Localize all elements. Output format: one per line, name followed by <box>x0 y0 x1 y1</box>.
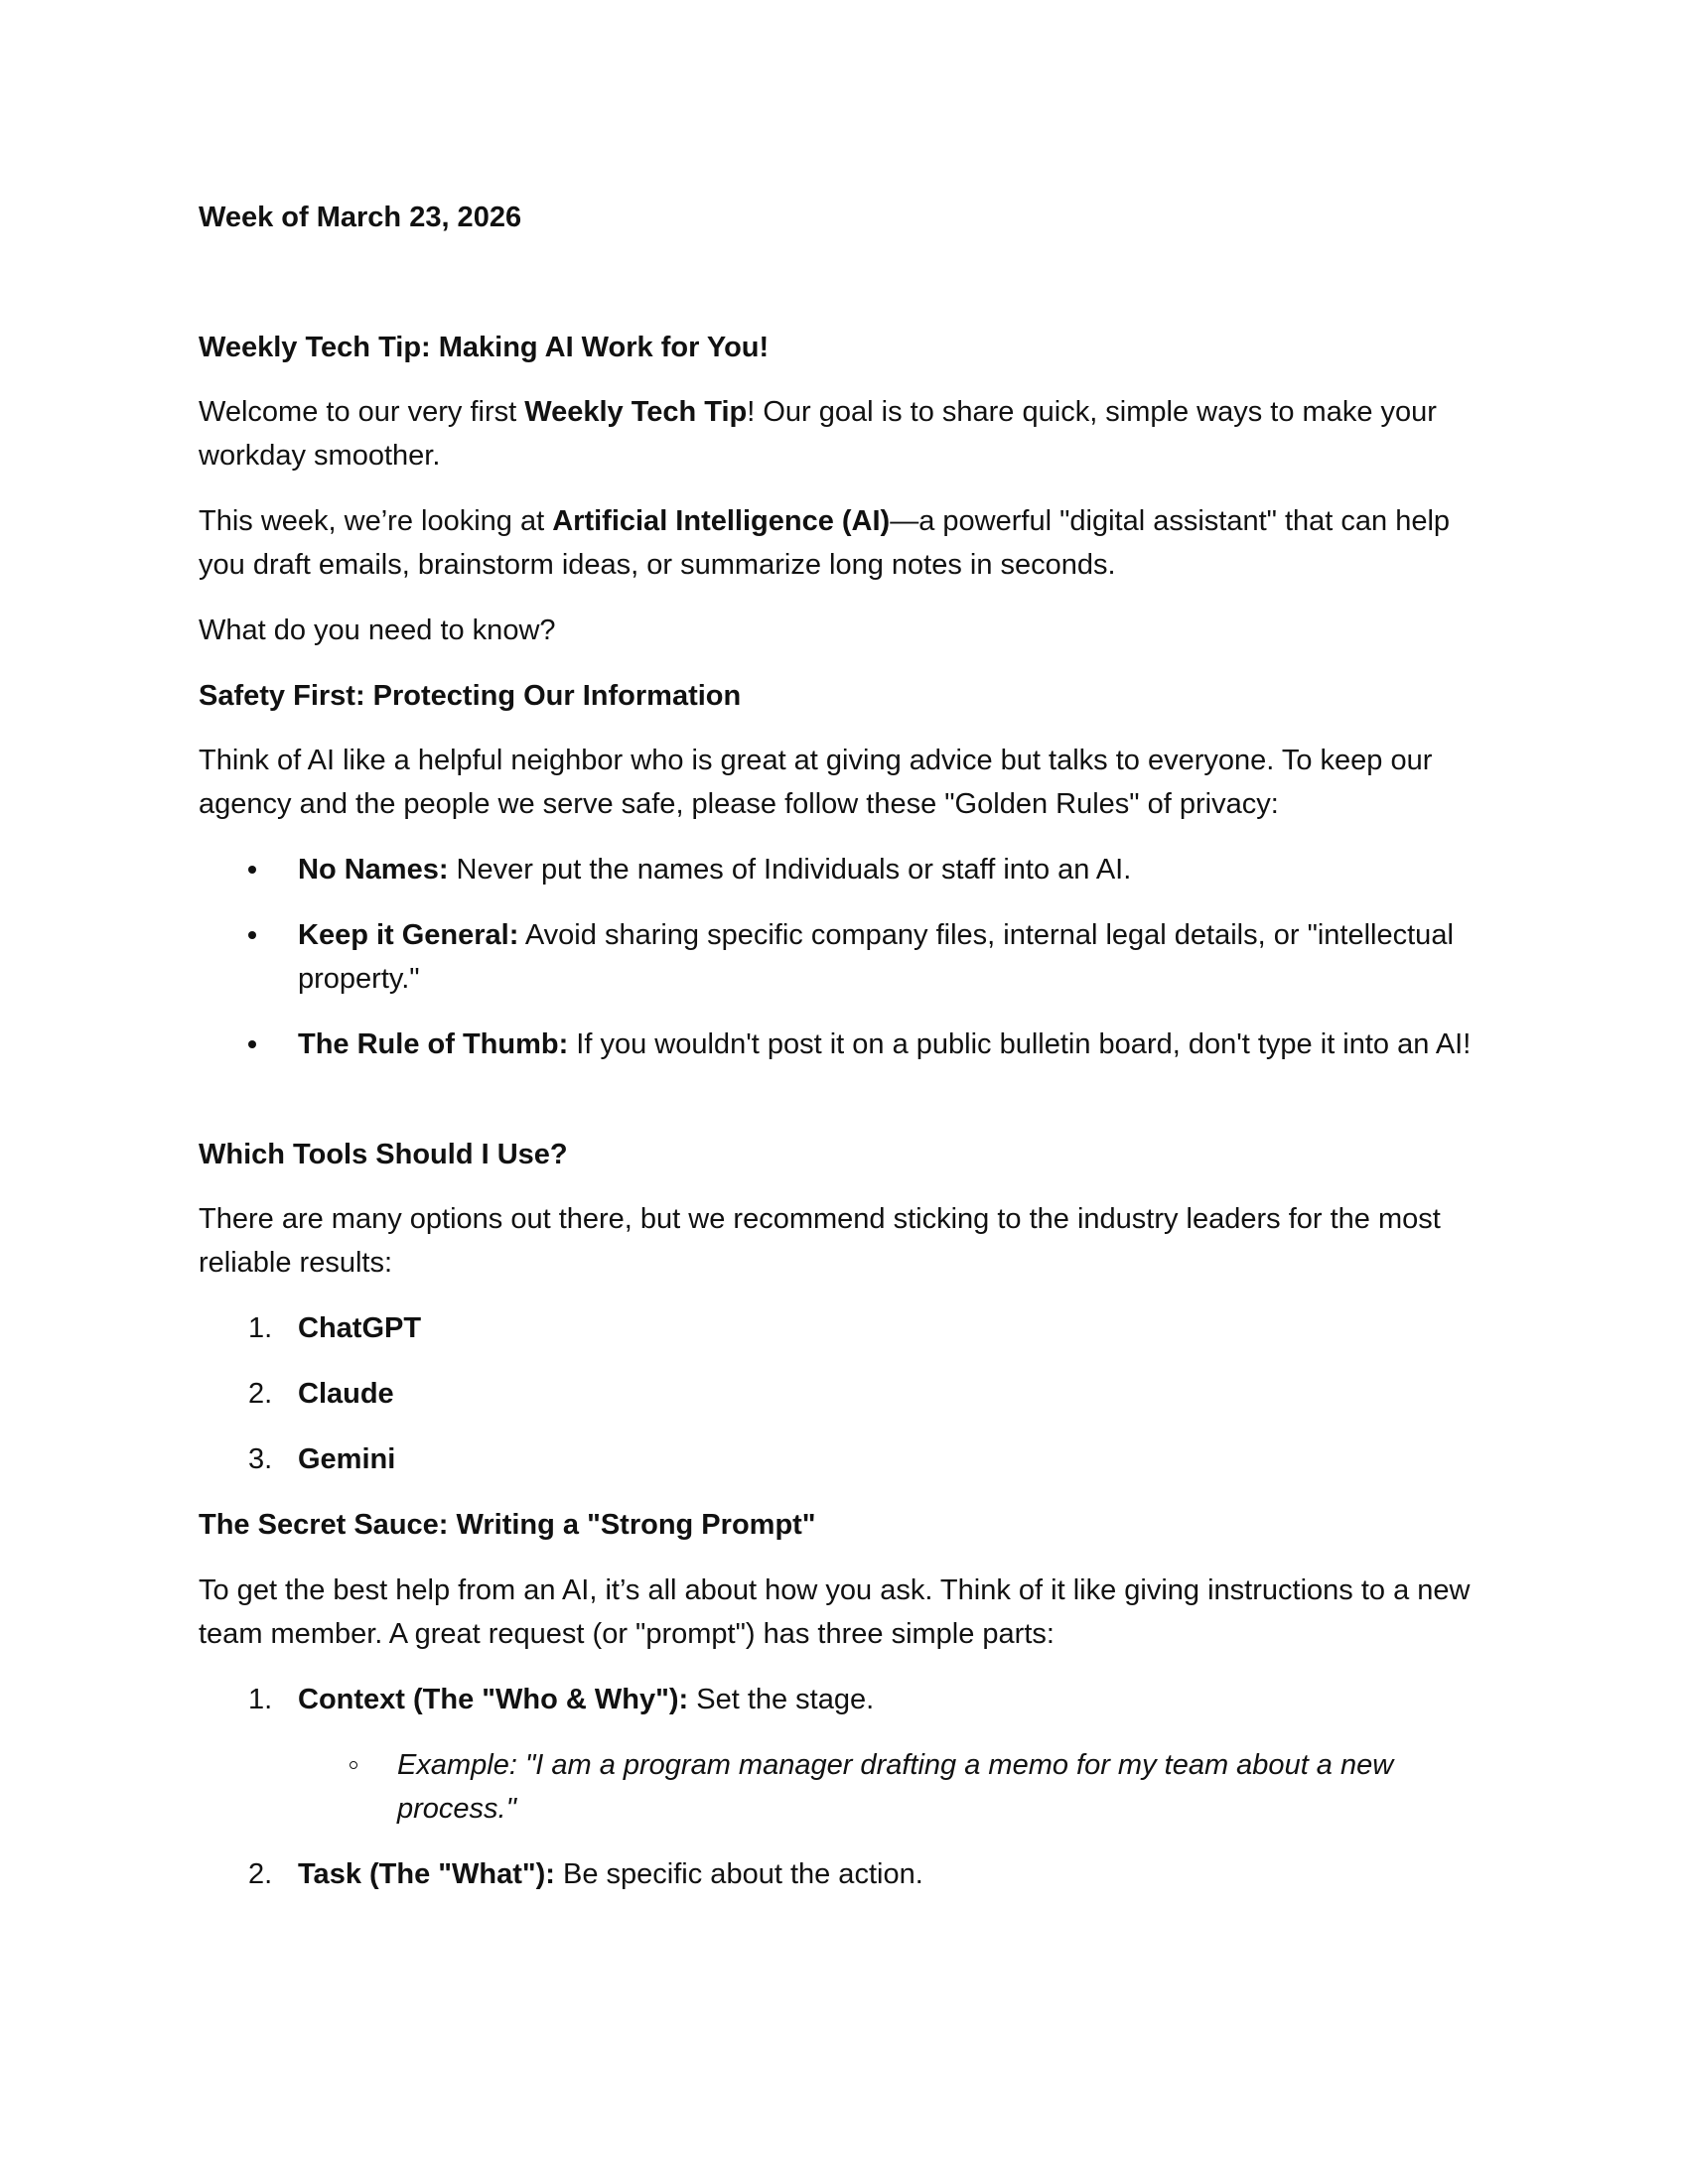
tool-item: 3. Gemini <box>298 1437 1489 1481</box>
circle-bullet-icon <box>350 1761 357 1769</box>
list-number: 1. <box>248 1312 273 1344</box>
page-title: Weekly Tech Tip: Making AI Work for You! <box>199 332 770 363</box>
ai-paragraph: This week, we’re looking at Artificial Intelligence (AI)—a powerful "digital assistant" that can help you draft emails, brainstorm ideas, or summarize long notes in seconds. <box>199 505 1451 581</box>
rule-item: No Names: Never put the names of Individuals or staff into an AI. <box>298 848 1489 891</box>
list-number: 2. <box>248 1378 273 1410</box>
bullet-icon <box>248 866 256 874</box>
tools-heading: Which Tools Should I Use? <box>199 1139 568 1170</box>
prompt-heading: The Secret Sauce: Writing a "Strong Prompt" <box>199 1509 816 1541</box>
safety-paragraph: Think of AI like a helpful neighbor who is great at giving advice but talks to everyone. To keep our agency and the people we serve safe, please follow these "Golden Rules" of privacy: <box>199 745 1433 820</box>
example-sub-item: Example: "I am a program manager drafting a memo for my team about a new process." <box>397 1743 1489 1831</box>
bullet-icon <box>248 931 256 939</box>
prompt-part-item: 2. Task (The "What"): Be specific about the action. <box>298 1852 1489 1896</box>
list-number: 3. <box>248 1443 273 1475</box>
bullet-icon <box>248 1040 256 1048</box>
tools-paragraph: There are many options out there, but we recommend sticking to the industry leaders for the most reliable results: <box>199 1203 1441 1279</box>
tool-item: 2. Claude <box>298 1372 1489 1416</box>
list-number: 1. <box>248 1684 273 1715</box>
question-line: What do you need to know? <box>199 614 556 646</box>
tool-item: 1. ChatGPT <box>298 1306 1489 1350</box>
rule-item: Keep it General: Avoid sharing specific company files, internal legal details, or "intellectual property." <box>298 913 1489 1001</box>
date-line: Week of March 23, 2026 <box>199 202 522 233</box>
intro-paragraph: Welcome to our very first Weekly Tech Tip! Our goal is to share quick, simple ways to make your workday smoother. <box>199 396 1437 472</box>
prompt-paragraph: To get the best help from an AI, it’s all about how you ask. Think of it like giving instructions to a new team member. A great request (or "prompt") has three simple parts: <box>199 1574 1471 1650</box>
safety-heading: Safety First: Protecting Our Information <box>199 680 742 712</box>
rule-item: The Rule of Thumb: If you wouldn't post it on a public bulletin board, don't type it into an AI! <box>298 1023 1489 1066</box>
prompt-part-item: 1. Context (The "Who & Why"): Set the stage. <box>298 1678 1489 1721</box>
list-number: 2. <box>248 1858 273 1890</box>
